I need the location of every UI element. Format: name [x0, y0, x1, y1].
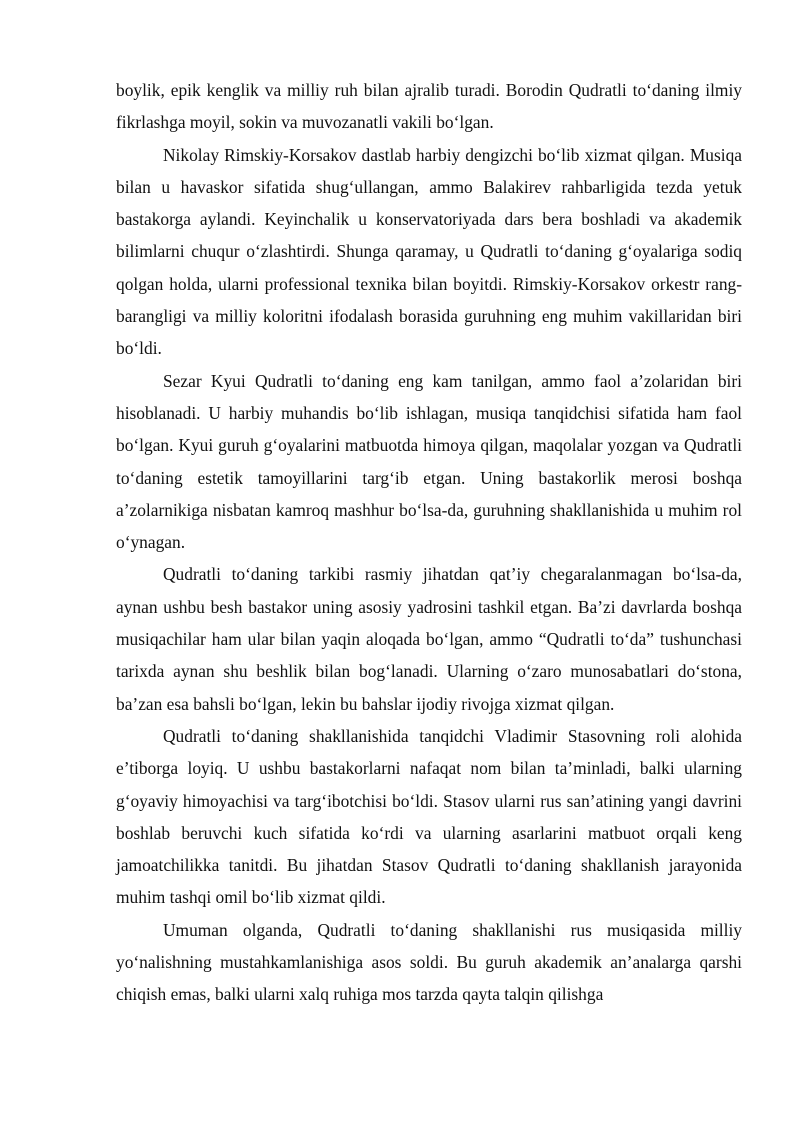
- paragraph-rimsky-korsakov: Nikolay Rimskiy-Korsakov dastlab harbiy dengizchi bo‘lib xizmat qilgan. Musiqa bilan u havaskor sifatida shug‘ullangan, ammo Balakirev rahbarligida tezda yetuk bastakorga aylandi. Keyinchalik u konservatoriyada dars bera boshladi va akademik bilimlarni chuqur o‘zlashtirdi. Shunga qaramay, u Qudratli to‘daning g‘oyalariga sodiq qolgan holda, ularni professional texnika bilan boyitdi. Rimskiy-Korsakov orkestr rang-barangligi va milliy koloritni ifodalash borasida guruhning eng muhim vakillaridan biri bo‘ldi.: [116, 144, 742, 359]
- paragraph-group-composition: Qudratli to‘daning tarkibi rasmiy jihatdan qat’iy chegaralanmagan bo‘lsa-da, aynan ushbu besh bastakor uning asosiy yadrosini tashkil etgan. Ba’zi davrlarda boshqa musiqachilar ham ular bilan yaqin aloqada bo‘lgan, ammo “Qudratli to‘da” tushunchasi tarixda aynan shu beshlik bilan bog‘lanadi. Ularning o‘zaro munosabatlari do‘stona, ba’zan esa bahsli bo‘lgan, lekin bu bahslar ijodiy rivojga xizmat qilgan.: [116, 564, 742, 714]
- paragraph-cui: Sezar Kyui Qudratli to‘daning eng kam tanilgan, ammo faol a’zolaridan biri hisoblanadi. U harbiy muhandis bo‘lib ishlagan, musiqa tanqidchisi sifatida ham faol bo‘lgan. Kyui guruh g‘oyalarini matbuotda himoya qilgan, maqolalar yozgan va Qudratli to‘daning estetik tamoyillarini targ‘ib etgan. Uning bastakorlik merosi boshqa a’zolarnikiga nisbatan kamroq mashhur bo‘lsa-da, guruhning shakllanishida u muhim rol o‘ynagan.: [116, 370, 742, 553]
- paragraph-stasov: Qudratli to‘daning shakllanishida tanqidchi Vladimir Stasovning roli alohida e’tiborga loyiq. U ushbu bastakorlarni nafaqat nom bilan ta’minladi, balki ularning g‘oyaviy himoyachisi va targ‘ibotchisi bo‘ldi. Stasov ularni rus san’atining yangi davrini boshlab beruvchi kuch sifatida ko‘rdi va ularning asarlarini matbuot orqali keng jamoatchilikka tanitdi. Bu jihatdan Stasov Qudratli to‘daning shakllanish jarayonida muhim tashqi omil bo‘lib xizmat qildi.: [116, 725, 742, 908]
- paragraph-conclusion: Umuman olganda, Qudratli to‘daning shakllanishi rus musiqasida milliy yo‘nalishning mustahkamlanishiga asos soldi. Bu guruh akademik an’analarga qarshi chiqish emas, balki ularni xalq ruhiga mos tarzda qayta talqin qilishga: [116, 919, 742, 1005]
- paragraph-continuation: boylik, epik kenglik va milliy ruh bilan ajralib turadi. Borodin Qudratli to‘daning ilmiy fikrlashga moyil, sokin va muvozanatli vakili bo‘lgan.: [116, 80, 742, 133]
- body-text: [116, 74, 742, 1011]
